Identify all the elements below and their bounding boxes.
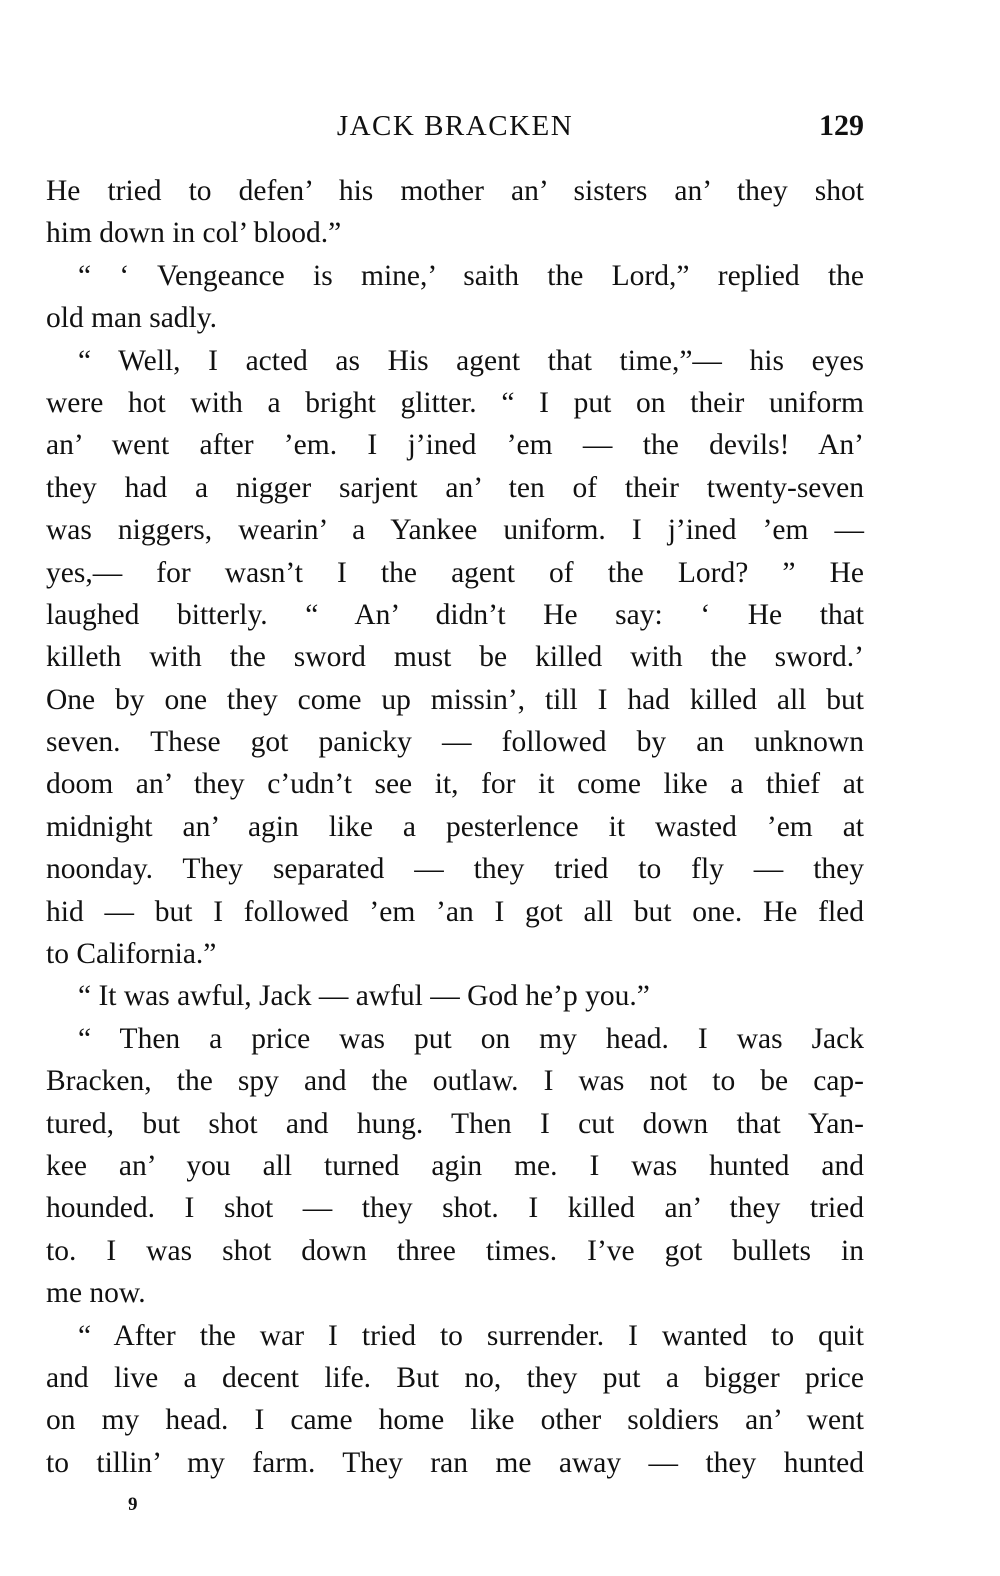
text-line: killeth with the sword must be killed with the sword.’	[46, 641, 864, 674]
text-line: to California.”	[46, 938, 217, 971]
text-line: noonday. They separated — they tried to fly — they	[46, 853, 864, 886]
text-line: “ Then a price was put on my head. I was Jack	[78, 1022, 864, 1055]
text-line: yes,— for wasn’t I the agent of the Lord? ” He	[46, 556, 864, 589]
text-line: were hot with a bright glitter. “ I put on their uniform	[46, 386, 864, 419]
text-line: “ Well, I acted as His agent that time,”— his eyes	[78, 344, 864, 377]
text-line: laughed bitterly. “ An’ didn’t He say: ‘ He that	[46, 598, 864, 631]
text-line: Bracken, the spy and the outlaw. I was not to be cap-	[46, 1065, 864, 1098]
text-line: midnight an’ agin like a pesterlence it wasted ’em at	[46, 810, 864, 843]
text-line: an’ went after ’em. I j’ined ’em — the devils! An’	[46, 429, 864, 462]
text-line: to tillin’ my farm. They ran me away — they hunted	[46, 1446, 864, 1479]
text-line: and live a decent life. But no, they put a bigger price	[46, 1361, 864, 1394]
text-line: kee an’ you all turned agin me. I was hunted and	[46, 1149, 864, 1182]
text-line: on my head. I came home like other soldiers an’ went	[46, 1404, 864, 1437]
text-line: tured, but shot and hung. Then I cut down that Yan-	[46, 1107, 864, 1140]
text-line: old man sadly.	[46, 302, 217, 335]
running-head	[46, 106, 864, 146]
body-text	[46, 170, 864, 1484]
signature-mark: 9	[128, 1494, 138, 1515]
text-line: hid — but I followed ’em ’an I got all but one. He fled	[46, 895, 864, 928]
text-line: “ ‘ Vengeance is mine,’ saith the Lord,” replied the	[78, 259, 864, 292]
text-line: “ After the war I tried to surrender. I wanted to quit	[78, 1319, 864, 1352]
text-line: seven. These got panicky — followed by an unknown	[46, 726, 864, 759]
text-line: hounded. I shot — they shot. I killed an’ they tried	[46, 1192, 864, 1225]
text-line: “ It was awful, Jack — awful — God he’p you.”	[78, 980, 650, 1013]
text-line: One by one they come up missin’, till I had killed all but	[46, 683, 864, 716]
text-line: was niggers, wearin’ a Yankee uniform. I j’ined ’em —	[46, 514, 864, 547]
text-line: him down in col’ blood.”	[46, 217, 342, 250]
text-line: they had a nigger sarjent an’ ten of their twenty-seven	[46, 471, 864, 504]
running-title: JACK BRACKEN	[336, 110, 574, 142]
text-line: He tried to defen’ his mother an’ sisters an’ they shot	[46, 175, 864, 207]
text-line: me now.	[46, 1277, 146, 1310]
text-line: doom an’ they c’udn’t see it, for it come like a thief at	[46, 768, 864, 801]
page-number: 129	[819, 109, 864, 142]
text-line: to. I was shot down three times. I’ve got bullets in	[46, 1234, 864, 1267]
